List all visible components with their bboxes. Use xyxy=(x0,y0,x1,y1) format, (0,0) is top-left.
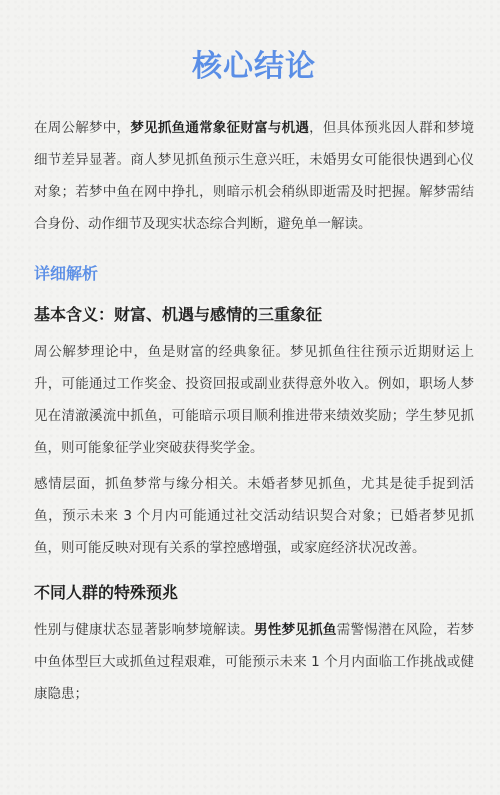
section-heading: 详细解析 xyxy=(34,264,99,283)
groups-text-rest: 需警惕潜在风险，若梦中鱼体型巨大或抓鱼过程艰难，可能预示未来 1 个月内面临工作挑战或健康隐患； xyxy=(34,622,475,702)
intro-bold-text: 梦见抓鱼通常象征财富与机遇 xyxy=(130,120,310,136)
basic-meaning-paragraph-1: 周公解梦理论中，鱼是财富的经典象征。梦见抓鱼往往预示近期财运上升，可能通过工作奖金、投资回报或副业获得意外收入。例如，职场人梦见在清澈溪流中抓鱼，可能暗示项目顺利推进带来绩效奖励；学生梦见抓鱼，则可能象征学业突破获得奖学金。 xyxy=(34,344,474,456)
intro-text-rest: ，但具体预兆因人群和梦境细节差异显著。商人梦见抓鱼预示生意兴旺，未婚男女可能很快遇到心仪对象；若梦中鱼在网中挣扎，则暗示机会稍纵即逝需及时把握。解梦需结合身份、动作细节及现实状态综合判断，避免单一解读。 xyxy=(34,120,475,232)
basic-meaning-heading: 基本含义：财富、机遇与感情的三重象征 xyxy=(34,305,323,324)
groups-bold-text: 男性梦见抓鱼 xyxy=(254,622,337,638)
intro-text-start: 在周公解梦中， xyxy=(34,120,131,136)
groups-text-start: 性别与健康状态显著影响梦境解读。 xyxy=(34,622,255,638)
intro-paragraph xyxy=(34,112,474,240)
page-title: 核心结论 xyxy=(192,49,316,84)
basic-meaning-paragraph-2: 感情层面，抓鱼梦常与缘分相关。未婚者梦见抓鱼，尤其是徒手捉到活鱼，预示未来 3 个月内可能通过社交活动结识契合对象；已婚者梦见抓鱼，则可能反映对现有关系的掌控感增强，或家庭经济状况改善。 xyxy=(34,476,474,556)
groups-heading: 不同人群的特殊预兆 xyxy=(34,583,179,602)
groups-paragraph xyxy=(34,614,474,710)
